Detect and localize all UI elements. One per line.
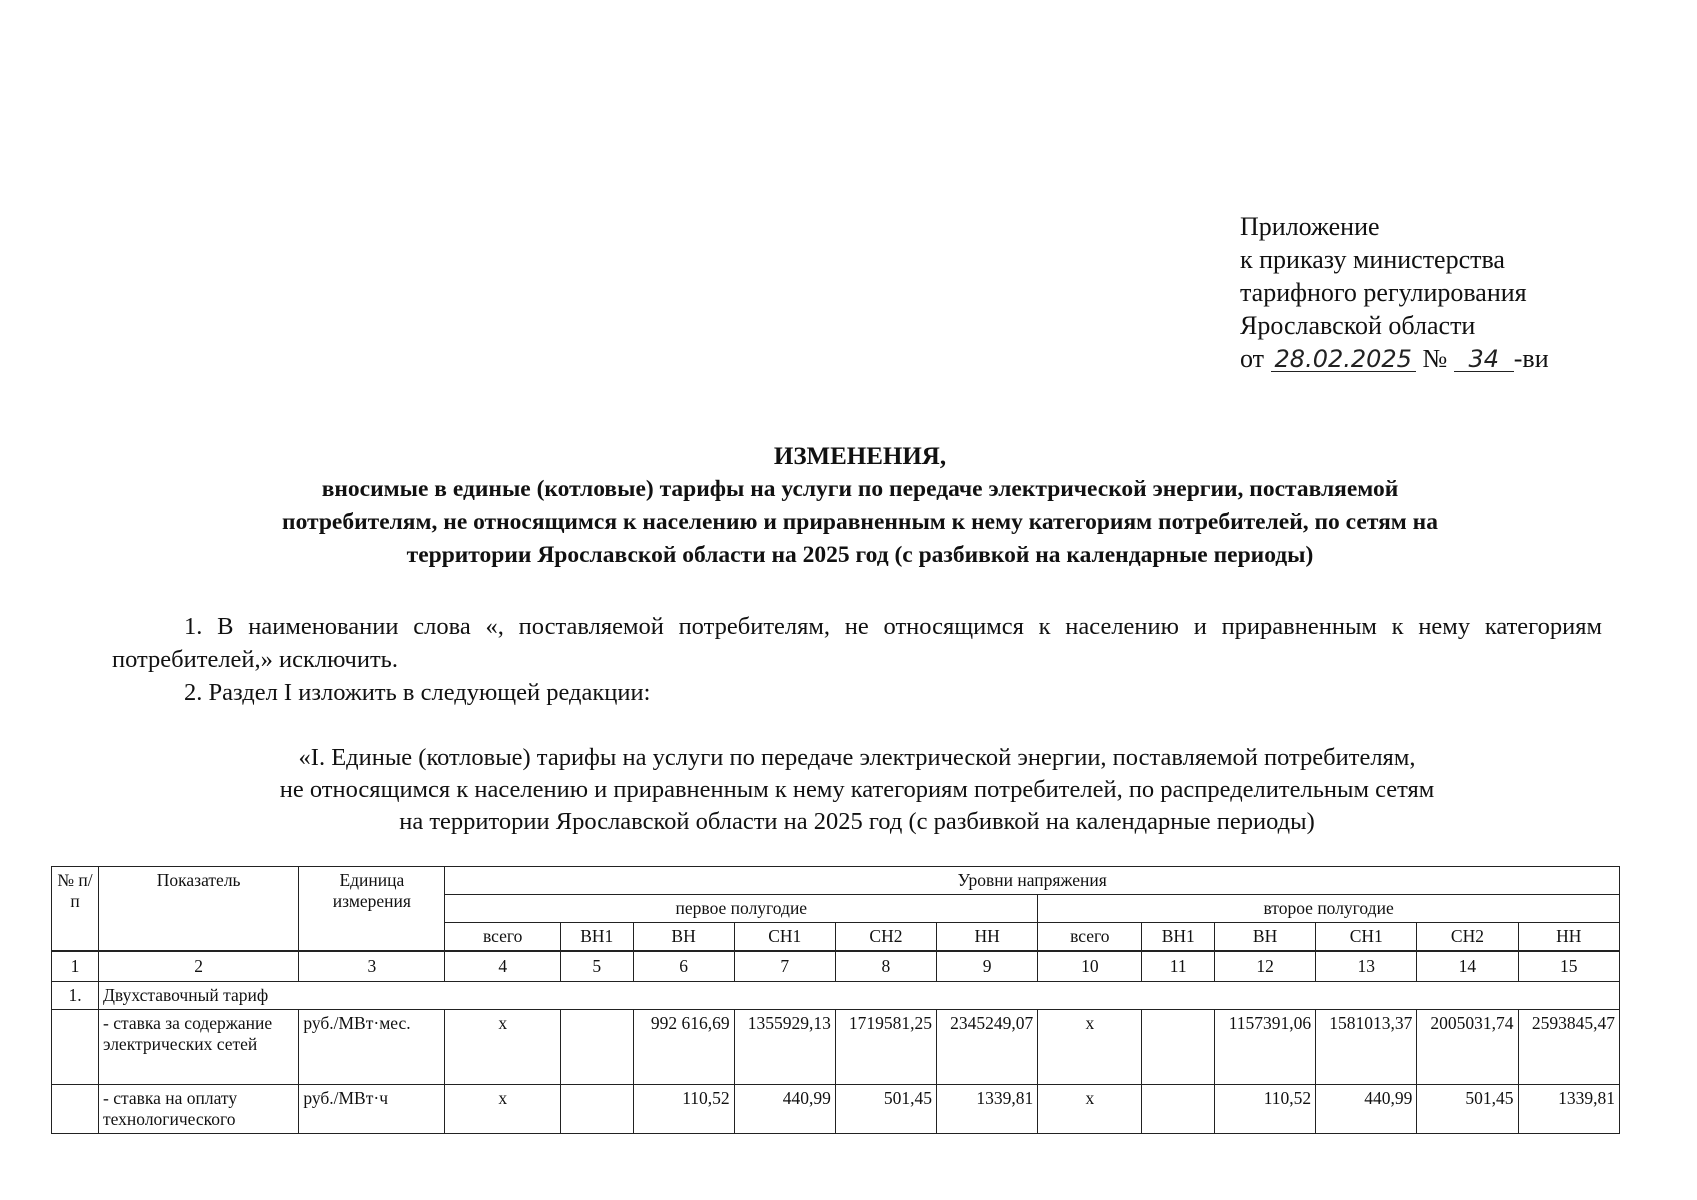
col-number: 3 bbox=[299, 951, 445, 982]
value-cell: 1339,81 bbox=[1518, 1085, 1619, 1134]
header-sub: СН1 bbox=[734, 923, 835, 952]
appendix-line: тарифного регулирования bbox=[1240, 278, 1527, 307]
appendix-line: Приложение bbox=[1240, 212, 1380, 241]
value-cell: 1719581,25 bbox=[835, 1010, 936, 1085]
row-label: - ставка за содержание электрических сетей bbox=[99, 1010, 299, 1085]
value-cell: 110,52 bbox=[633, 1085, 734, 1134]
title-line: потребителям, не относящимся к населению и приравненным к нему категориям потребителей, по сетям на bbox=[282, 509, 1438, 535]
value-cell: 2593845,47 bbox=[1518, 1010, 1619, 1085]
document-title bbox=[140, 440, 1580, 572]
value-cell: 1355929,13 bbox=[734, 1010, 835, 1085]
value-cell: х bbox=[1038, 1010, 1142, 1085]
col-number: 15 bbox=[1518, 951, 1619, 982]
header-no: № п/п bbox=[52, 867, 99, 952]
col-number: 10 bbox=[1038, 951, 1142, 982]
col-number: 11 bbox=[1142, 951, 1215, 982]
appendix-line: к приказу министерства bbox=[1240, 245, 1505, 274]
header-sub: СН2 bbox=[835, 923, 936, 952]
header-sub: НН bbox=[937, 923, 1038, 952]
section-title bbox=[112, 742, 1602, 838]
value-cell bbox=[560, 1010, 633, 1085]
appendix-date-line bbox=[1240, 342, 1660, 375]
header-sub: СН2 bbox=[1417, 923, 1518, 952]
appendix-block bbox=[1240, 210, 1660, 375]
section-row bbox=[52, 982, 1620, 1010]
title-heading: ИЗМЕНЕНИЯ, bbox=[773, 443, 947, 470]
value-cell: х bbox=[445, 1085, 560, 1134]
row-unit: руб./МВт·мес. bbox=[299, 1010, 445, 1085]
col-number: 12 bbox=[1215, 951, 1316, 982]
empty-cell bbox=[52, 1085, 99, 1134]
table-row bbox=[52, 1085, 1620, 1134]
number-sign: № bbox=[1422, 344, 1448, 373]
section-label: Двухставочный тариф bbox=[99, 982, 1620, 1010]
header-sub: ВН bbox=[633, 923, 734, 952]
number-suffix: -ви bbox=[1513, 344, 1549, 373]
value-cell: 992 616,69 bbox=[633, 1010, 734, 1085]
header-indicator: Показатель bbox=[99, 867, 299, 952]
value-cell: 501,45 bbox=[1417, 1085, 1518, 1134]
order-date: 28.02.2025 bbox=[1271, 347, 1416, 372]
tariff-table bbox=[51, 866, 1620, 1134]
header-sub: всего bbox=[1038, 923, 1142, 952]
col-number: 2 bbox=[99, 951, 299, 982]
empty-cell bbox=[52, 1010, 99, 1085]
section-title-line: не относящимся к населению и приравненным к нему категориям потребителей, по распределительным сетям bbox=[279, 776, 1435, 803]
col-number: 7 bbox=[734, 951, 835, 982]
appendix-line: Ярославской области bbox=[1240, 311, 1476, 340]
column-number-row bbox=[52, 951, 1620, 982]
header-sub: НН bbox=[1518, 923, 1619, 952]
value-cell: 440,99 bbox=[734, 1085, 835, 1134]
header-sub: ВН1 bbox=[560, 923, 633, 952]
col-number: 14 bbox=[1417, 951, 1518, 982]
title-line: вносимые в единые (котловые) тарифы на услуги по передаче электрической энергии, поставляемой bbox=[321, 476, 1399, 502]
paragraph-1: 1. В наименовании слова «, поставляемой потребителям, не относящимся к населению и приравненным к нему категориям потребителей,» исключить. bbox=[112, 613, 1602, 673]
value-cell bbox=[1142, 1010, 1215, 1085]
section-title-line: «I. Единые (котловые) тарифы на услуги по передаче электрической энергии, поставляемой потребителям, bbox=[298, 744, 1416, 771]
value-cell: х bbox=[1038, 1085, 1142, 1134]
value-cell: х bbox=[445, 1010, 560, 1085]
header-sub: ВН bbox=[1215, 923, 1316, 952]
value-cell bbox=[560, 1085, 633, 1134]
value-cell: 1339,81 bbox=[937, 1085, 1038, 1134]
value-cell: 501,45 bbox=[835, 1085, 936, 1134]
value-cell: 2345249,07 bbox=[937, 1010, 1038, 1085]
header-row bbox=[52, 867, 1620, 895]
header-sub: всего bbox=[445, 923, 560, 952]
col-number: 8 bbox=[835, 951, 936, 982]
row-number: 1. bbox=[52, 982, 99, 1010]
value-cell: 1157391,06 bbox=[1215, 1010, 1316, 1085]
header-levels: Уровни напряжения bbox=[445, 867, 1620, 895]
value-cell: 1581013,37 bbox=[1316, 1010, 1417, 1085]
order-number: 34 bbox=[1454, 347, 1514, 372]
table-row bbox=[52, 1010, 1620, 1085]
row-unit: руб./МВт·ч bbox=[299, 1085, 445, 1134]
col-number: 5 bbox=[560, 951, 633, 982]
header-sub: СН1 bbox=[1316, 923, 1417, 952]
col-number: 9 bbox=[937, 951, 1038, 982]
header-first-half: первое полугодие bbox=[445, 895, 1038, 923]
col-number: 1 bbox=[52, 951, 99, 982]
value-cell: 2005031,74 bbox=[1417, 1010, 1518, 1085]
col-number: 13 bbox=[1316, 951, 1417, 982]
value-cell: 110,52 bbox=[1215, 1085, 1316, 1134]
col-number: 4 bbox=[445, 951, 560, 982]
col-number: 6 bbox=[633, 951, 734, 982]
header-unit: Единица измерения bbox=[299, 867, 445, 952]
value-cell bbox=[1142, 1085, 1215, 1134]
header-sub: ВН1 bbox=[1142, 923, 1215, 952]
title-line: территории Ярославской области на 2025 год (с разбивкой на календарные периоды) bbox=[406, 542, 1314, 568]
value-cell: 440,99 bbox=[1316, 1085, 1417, 1134]
row-label: - ставка на оплату технологического bbox=[99, 1085, 299, 1134]
date-prefix: от bbox=[1240, 344, 1265, 373]
paragraph-2: 2. Раздел I изложить в следующей редакции: bbox=[184, 679, 651, 706]
header-second-half: второе полугодие bbox=[1038, 895, 1620, 923]
section-title-line: на территории Ярославской области на 2025 год (с разбивкой на календарные периоды) bbox=[399, 808, 1315, 835]
